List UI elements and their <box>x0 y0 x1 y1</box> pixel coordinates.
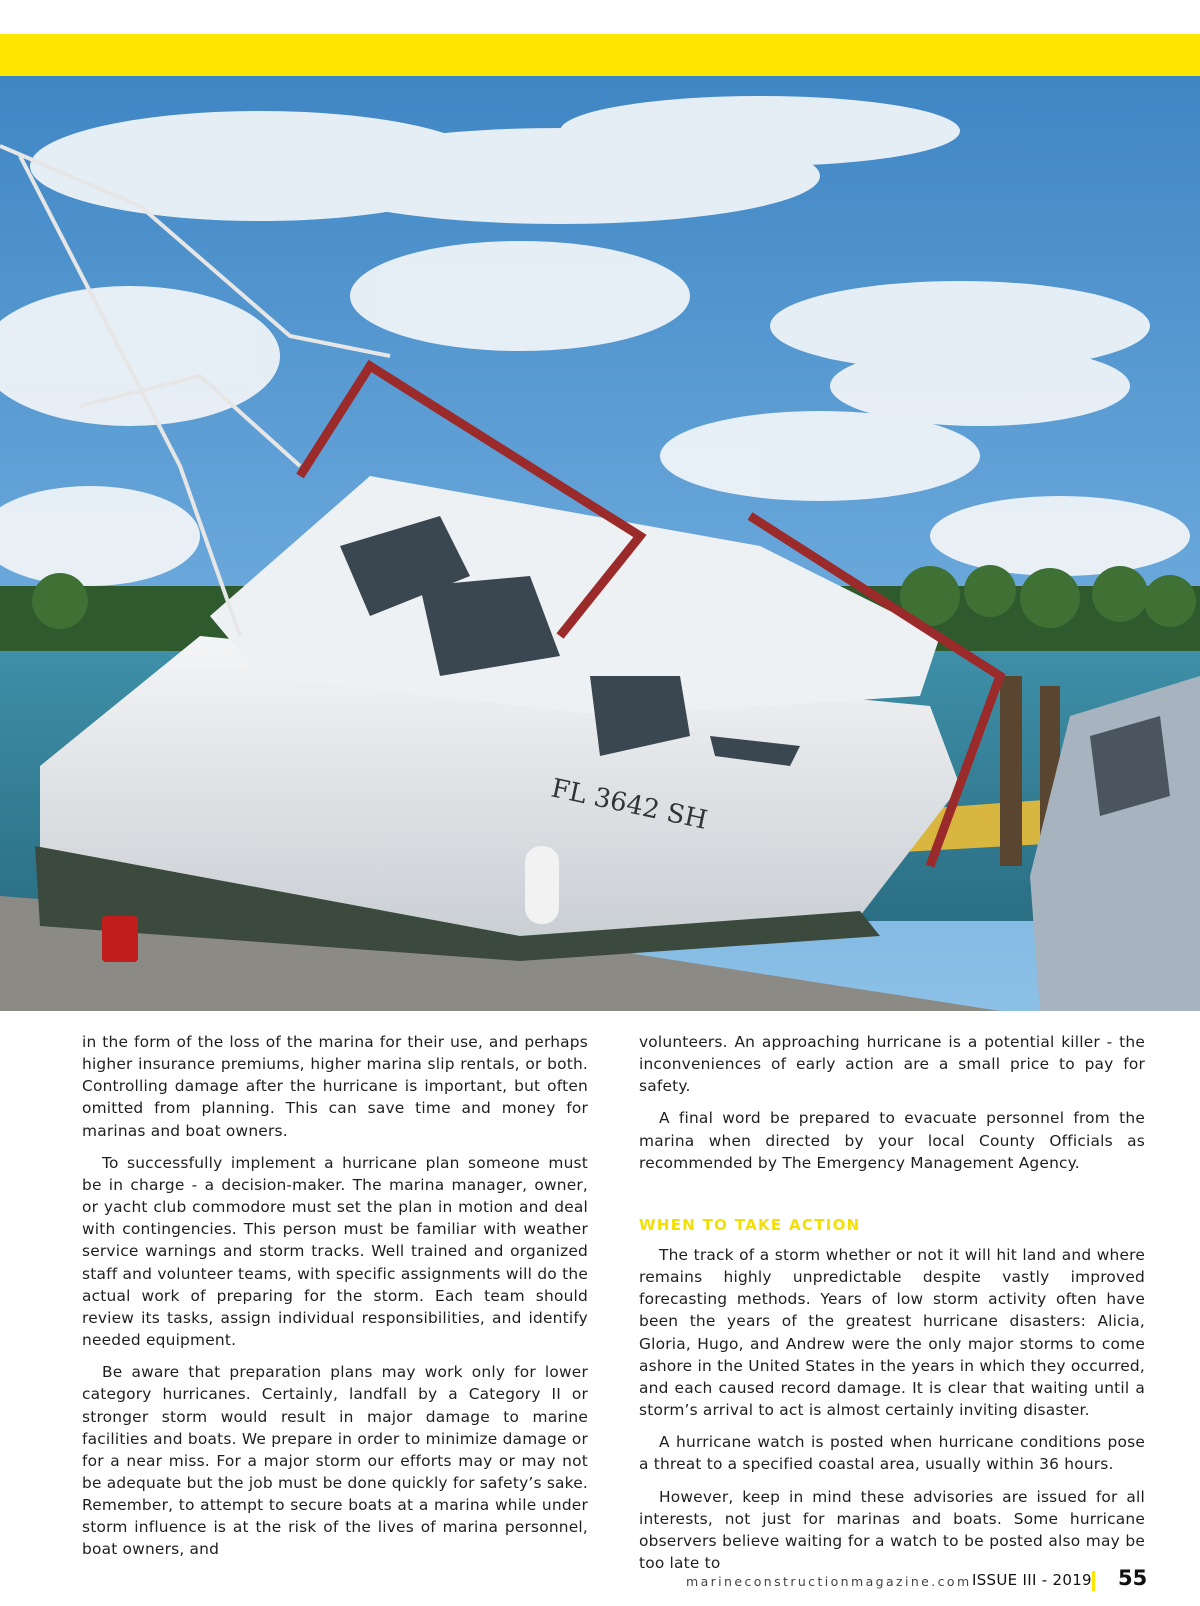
footer-separator <box>1092 1571 1095 1591</box>
body-paragraph: However, keep in mind these advisories are issued for all interests, not just for marinas and boats. Some hurricane observers believe waiting for a watch to be posted also may be too late to <box>639 1487 1145 1572</box>
body-paragraph: A final word be prepared to evacuate personnel from the marina when directed by your local County Officials as recommended by The Emergency Management Agency. <box>639 1109 1145 1172</box>
body-paragraph: To successfully implement a hurricane plan someone must be in charge - a decision-maker. The marina manager, owner, or yacht club commodore must set the plan in motion and deal with contingencies. This person must be familiar with weather service warnings and storm tracks. Well trained and organized staff and volunteer teams, with specific assignments will do the actual work of preparing for the storm. Each team should review its tasks, assign individual responsibilities, and identify needed equipment. <box>82 1153 588 1350</box>
body-paragraph: in the form of the loss of the marina for their use, and perhaps higher insurance premiums, higher marina slip rentals, or both. Controlling damage after the hurricane is important, but often omitted from planning. This can save time and money for marinas and boat owners. <box>82 1033 588 1140</box>
section-heading: WHEN TO TAKE ACTION <box>639 1215 861 1234</box>
damaged-boat-photo <box>0 76 1200 1011</box>
body-paragraph: The track of a storm whether or not it will hit land and where remains highly unpredictable despite vastly improved forecasting methods. Years of low storm activity often have been the years of the greatest hurricane disasters: Alicia, Gloria, Hugo, and Andrew were the only major storms to come ashore in the United States in the years in which they occurred, and each caused record damage. It is clear that waiting until a storm’s arrival to act is almost certainly inviting disaster. <box>639 1245 1145 1420</box>
top-margin <box>0 0 1200 34</box>
footer-issue-label: ISSUE III - 2019 <box>972 1571 1092 1589</box>
footer-url[interactable]: marineconstructionmagazine.com <box>686 1574 972 1589</box>
body-paragraph: A hurricane watch is posted when hurricane conditions pose a threat to a specified coastal area, usually within 36 hours. <box>639 1433 1145 1474</box>
body-paragraph: volunteers. An approaching hurricane is a potential killer - the inconveniences of early action are a small price to pay for safety. <box>639 1033 1145 1096</box>
left-text-column <box>82 1031 588 1561</box>
svg-text:FL 3642 SH: FL 3642 SH <box>548 773 710 836</box>
page-footer <box>0 1568 1200 1598</box>
header-color-band <box>0 34 1200 76</box>
body-paragraph: Be aware that preparation plans may work only for lower category hurricanes. Certainly, landfall by a Category II or stronger storm would result in major damage to marine facilities and boats. We prepare in order to minimize damage or for a near miss. For a major storm our efforts may or may not be adequate but the job must be done quickly for safety’s sake. Remember, to attempt to secure boats at a marina while under storm influence is at the risk of the lives of marina personnel, boat owners, and <box>82 1363 588 1559</box>
page-number: 55 <box>1118 1566 1148 1590</box>
right-text-column <box>639 1031 1145 1574</box>
